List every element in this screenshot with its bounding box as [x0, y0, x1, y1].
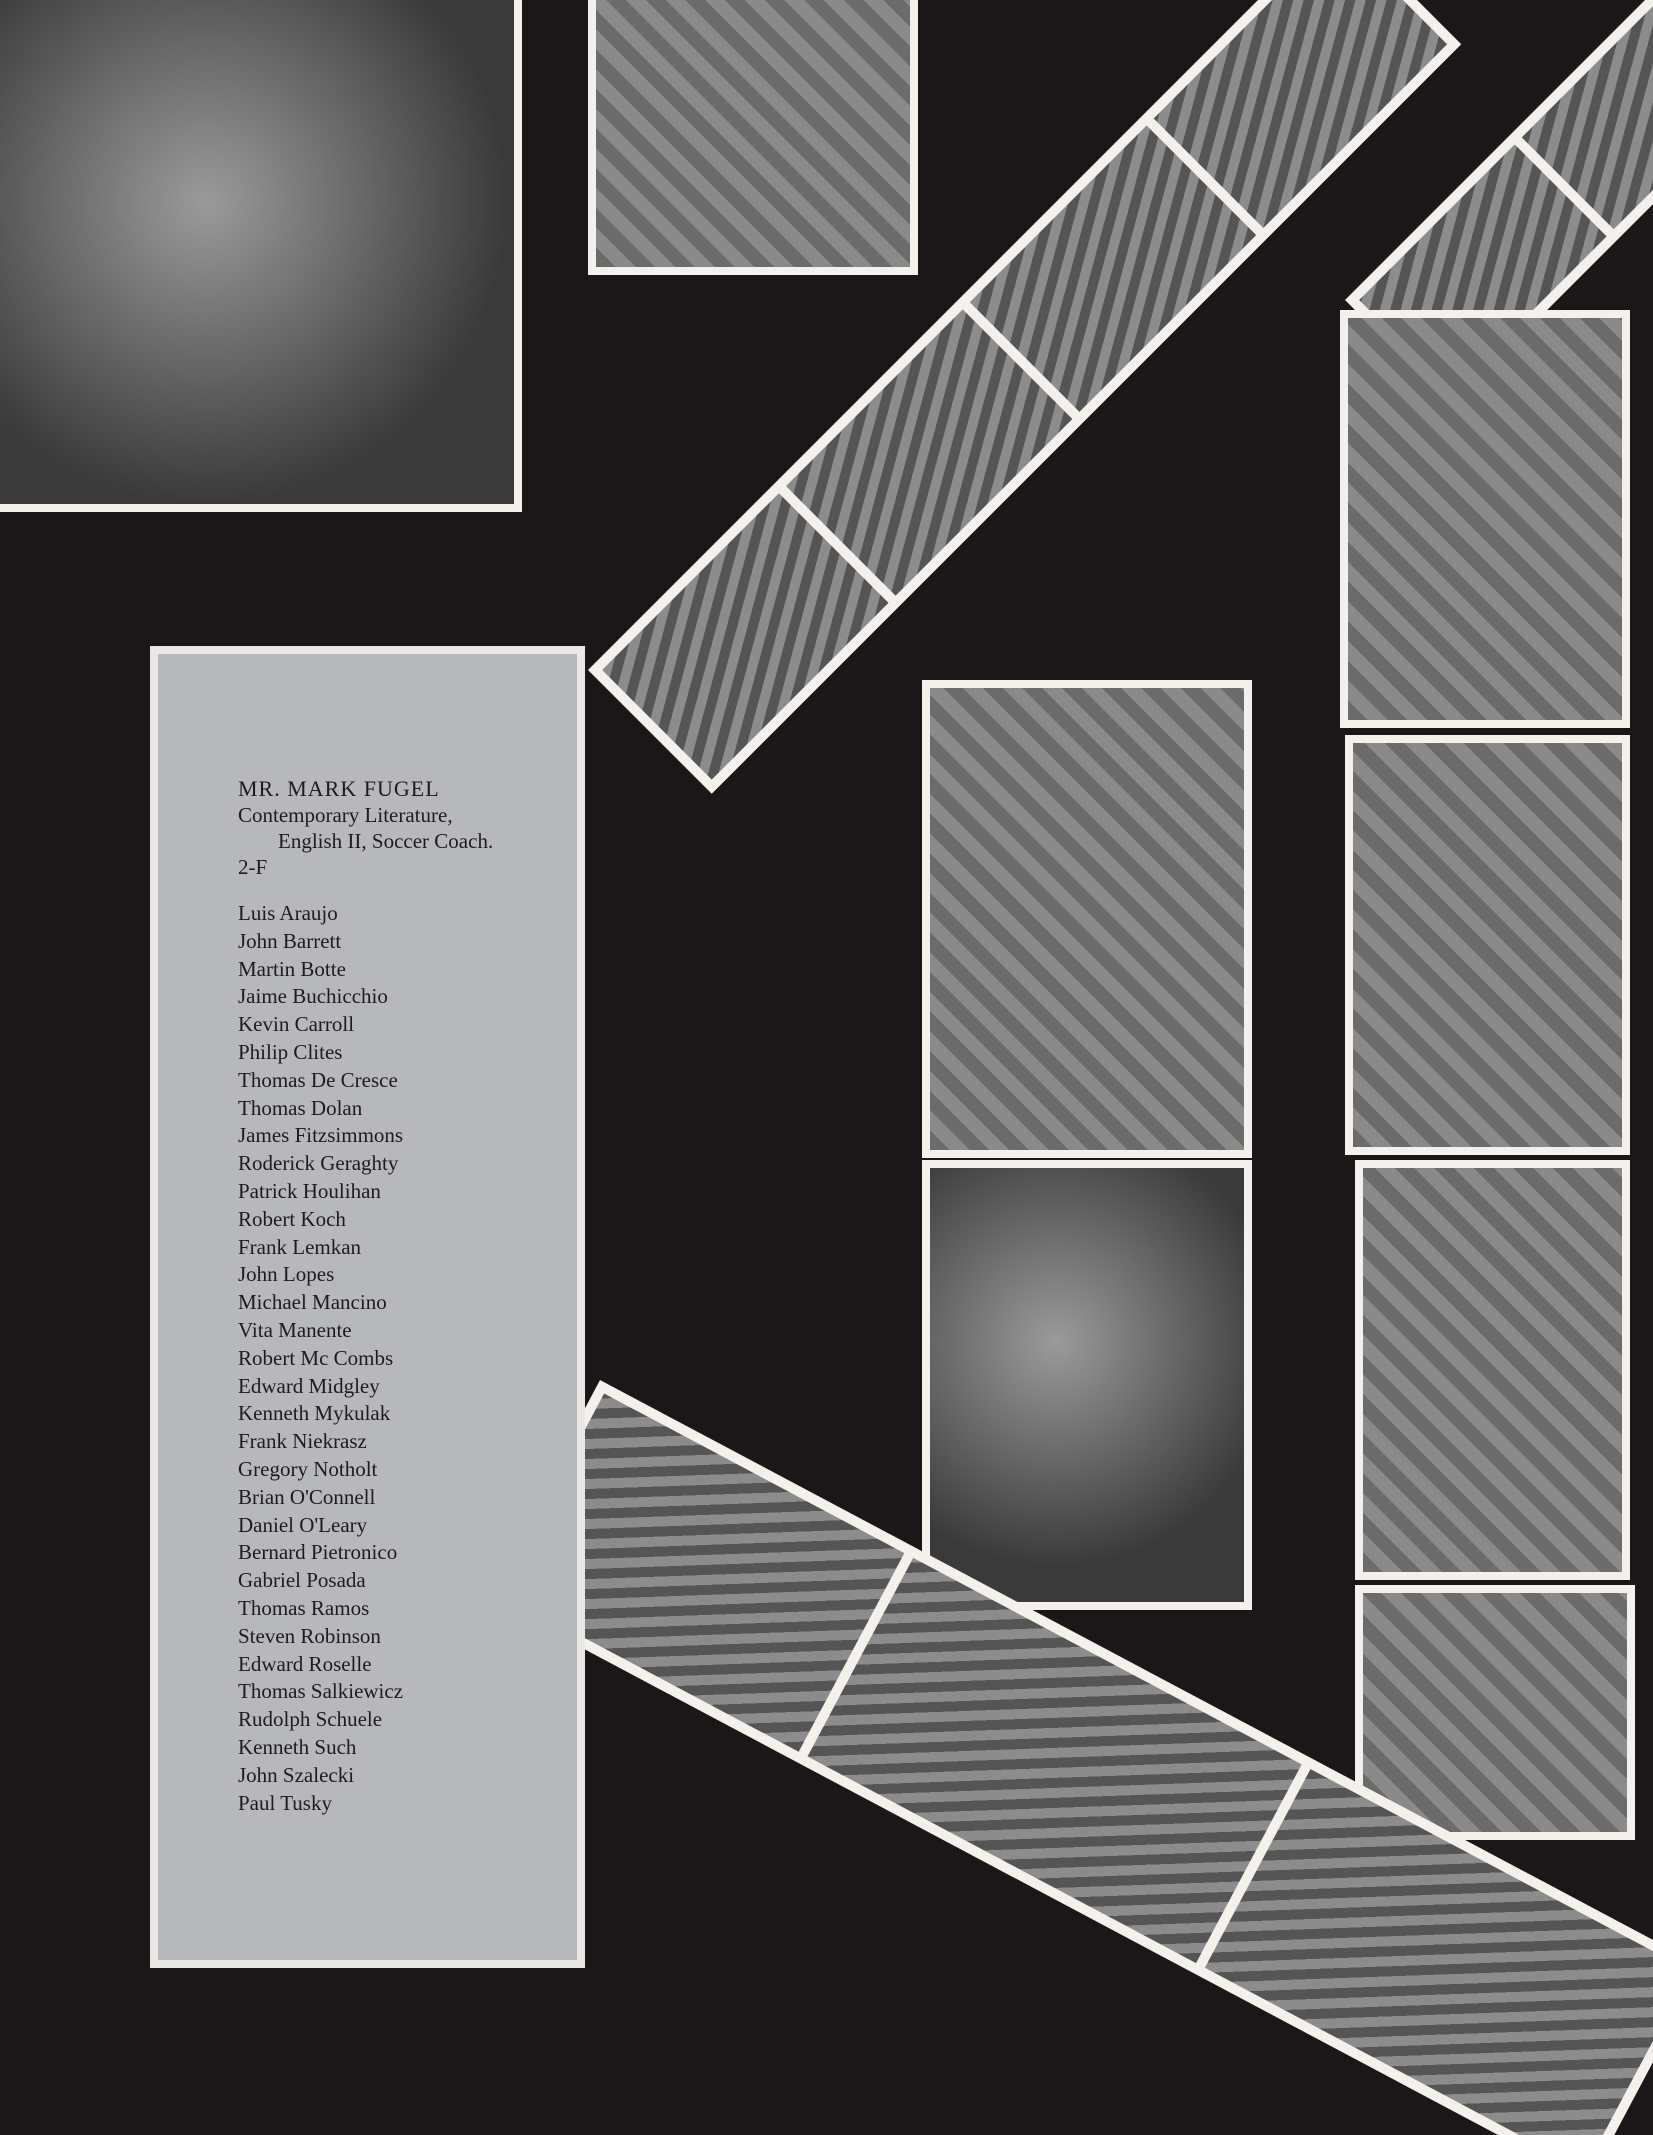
teacher-name: MR. MARK FUGEL — [238, 776, 440, 801]
student-name: John Szalecki — [238, 1762, 355, 1787]
student-name: Kevin Carroll — [238, 1012, 355, 1037]
student-name: Robert Mc Combs — [238, 1345, 394, 1370]
student-name: Thomas Salkiewicz — [238, 1679, 404, 1704]
strip-lower-photo-2 — [808, 1558, 1302, 1963]
student-name: Patrick Houlihan — [238, 1178, 381, 1203]
student-name: Michael Mancino — [238, 1290, 387, 1315]
student-name: Edward Roselle — [238, 1651, 372, 1676]
student-name: Paul Tusky — [238, 1790, 332, 1815]
student-name: Kenneth Such — [238, 1734, 357, 1759]
roster-text-block — [238, 776, 493, 1817]
subjects-line-2: English II, Soccer Coach. — [278, 829, 494, 853]
student-name: Philip Clites — [238, 1039, 343, 1064]
student-name: Martin Botte — [238, 956, 346, 981]
homeroom-number: 2-F — [238, 855, 268, 879]
student-name: Gabriel Posada — [238, 1568, 366, 1593]
right-photo-1-image — [1348, 318, 1622, 720]
student-list — [238, 900, 493, 1817]
teacher-at-board-image — [930, 1168, 1244, 1602]
teacher-portrait-image — [0, 0, 514, 504]
student-name: Edward Midgley — [238, 1373, 380, 1398]
homeroom-roster-panel — [150, 646, 585, 1968]
classroom-photo-top — [588, 0, 918, 275]
student-name: Frank Lemkan — [238, 1234, 362, 1259]
student-name: Robert Koch — [238, 1206, 346, 1231]
right-photo-1 — [1340, 310, 1630, 728]
center-student-image — [930, 688, 1244, 1150]
right-photo-4-image — [1363, 1593, 1627, 1832]
student-name: Thomas Dolan — [238, 1095, 363, 1120]
right-photo-2 — [1345, 735, 1630, 1155]
teacher-portrait-photo — [0, 0, 522, 512]
student-name: Gregory Notholt — [238, 1456, 378, 1481]
student-name: John Barrett — [238, 928, 342, 953]
student-name: Frank Niekrasz — [238, 1429, 367, 1454]
right-photo-3-image — [1363, 1168, 1622, 1572]
student-name: Luis Araujo — [238, 901, 338, 925]
student-name: Vita Manente — [238, 1317, 352, 1342]
student-name: Thomas Ramos — [238, 1595, 370, 1620]
student-name: Roderick Geraghty — [238, 1151, 399, 1176]
classroom-photo-top-image — [596, 0, 910, 267]
right-photo-2-image — [1353, 743, 1622, 1147]
student-name: Daniel O'Leary — [238, 1512, 368, 1537]
student-name: Bernard Pietronico — [238, 1540, 398, 1565]
student-name: Brian O'Connell — [238, 1484, 376, 1509]
student-name: James Fitzsimmons — [238, 1123, 404, 1148]
student-name: John Lopes — [238, 1262, 335, 1287]
subjects-line-1: Contemporary Literature, — [238, 803, 453, 827]
student-name: Jaime Buchicchio — [238, 984, 388, 1009]
right-photo-3 — [1355, 1160, 1630, 1580]
center-student-photo — [922, 680, 1252, 1158]
right-photo-4 — [1355, 1585, 1635, 1840]
student-name: Steven Robinson — [238, 1623, 381, 1648]
student-name: Thomas De Cresce — [238, 1067, 398, 1092]
teacher-subjects — [238, 802, 493, 854]
student-name: Rudolph Schuele — [238, 1707, 383, 1732]
teacher-at-board-photo — [922, 1160, 1252, 1610]
student-name: Kenneth Mykulak — [238, 1401, 391, 1426]
